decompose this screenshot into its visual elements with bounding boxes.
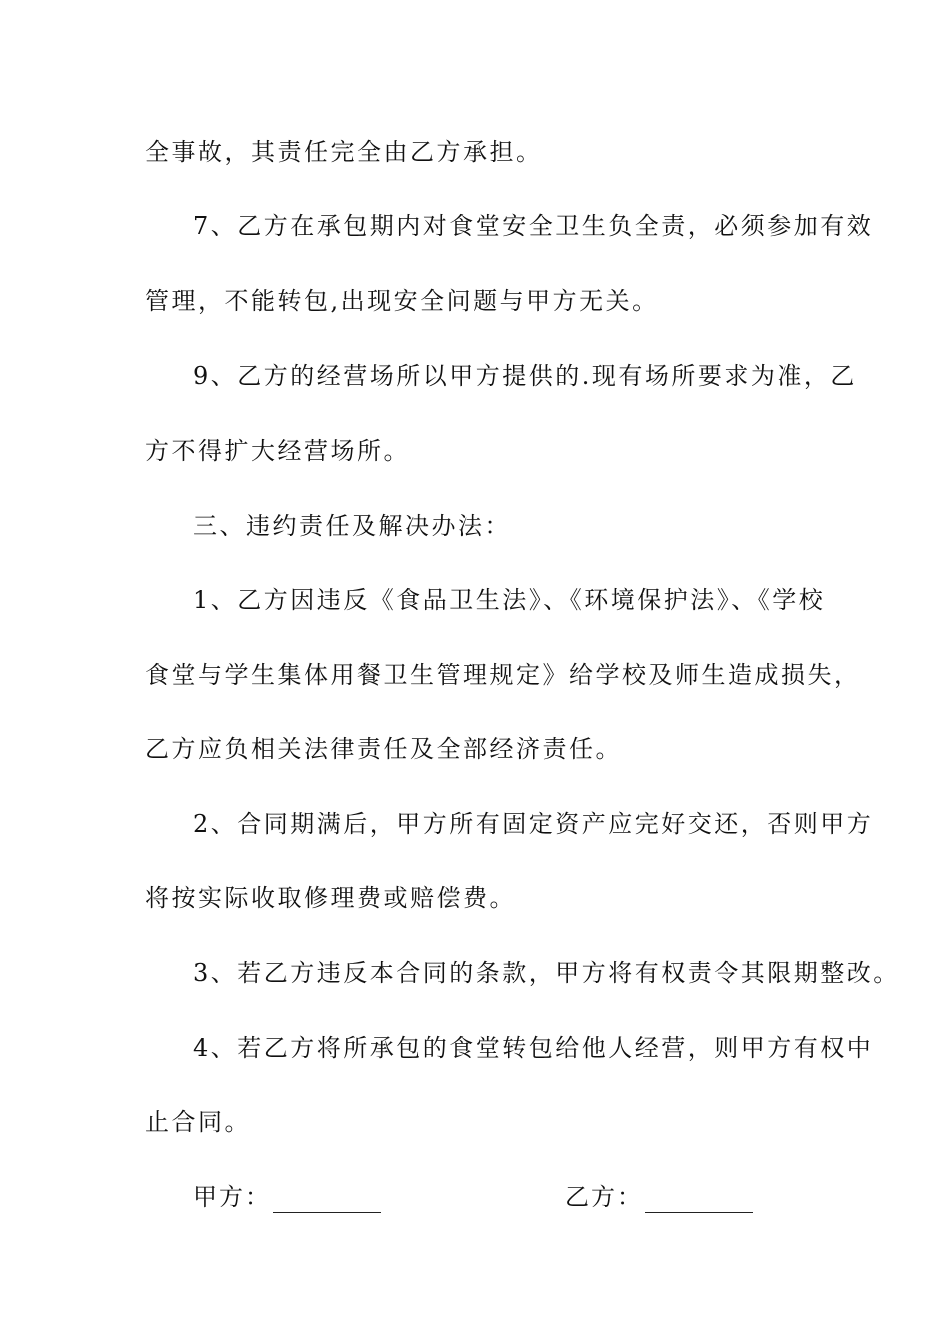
paragraph-line: 全事故，其责任完全由乙方承担。 <box>145 138 543 166</box>
party-a-signature-line <box>273 1190 381 1213</box>
paragraph-line: 7、乙方在承包期内对食堂安全卫生负全责，必须参加有效 <box>193 212 874 240</box>
paragraph-line: 2、合同期满后，甲方所有固定资产应完好交还，否则甲方 <box>193 810 874 838</box>
paragraph-line: 止合同。 <box>145 1108 251 1136</box>
party-b-signature <box>565 1181 753 1213</box>
party-b-label: 乙方： <box>565 1183 643 1211</box>
section-heading: 三、违约责任及解决办法： <box>193 512 511 540</box>
paragraph-line: 管理，不能转包,出现安全问题与甲方无关。 <box>145 287 659 315</box>
paragraph-line: 方不得扩大经营场所。 <box>145 437 410 465</box>
paragraph-line: 3、若乙方违反本合同的条款，甲方将有权责令其限期整改。 <box>193 959 900 987</box>
party-a-label: 甲方： <box>193 1183 271 1211</box>
paragraph-line: 4、若乙方将所承包的食堂转包给他人经营，则甲方有权中 <box>193 1034 874 1062</box>
party-b-signature-line <box>645 1190 753 1213</box>
paragraph-line: 将按实际收取修理费或赔偿费。 <box>145 884 516 912</box>
paragraph-line: 9、乙方的经营场所以甲方提供的.现有场所要求为准，乙 <box>193 362 857 390</box>
party-a-signature <box>193 1181 381 1213</box>
paragraph-line: 乙方应负相关法律责任及全部经济责任。 <box>145 735 622 763</box>
paragraph-line: 1、乙方因违反《食品卫生法》、《环境保护法》、《学校 <box>193 586 826 614</box>
paragraph-line: 食堂与学生集体用餐卫生管理规定》给学校及师生造成损失， <box>145 661 861 689</box>
